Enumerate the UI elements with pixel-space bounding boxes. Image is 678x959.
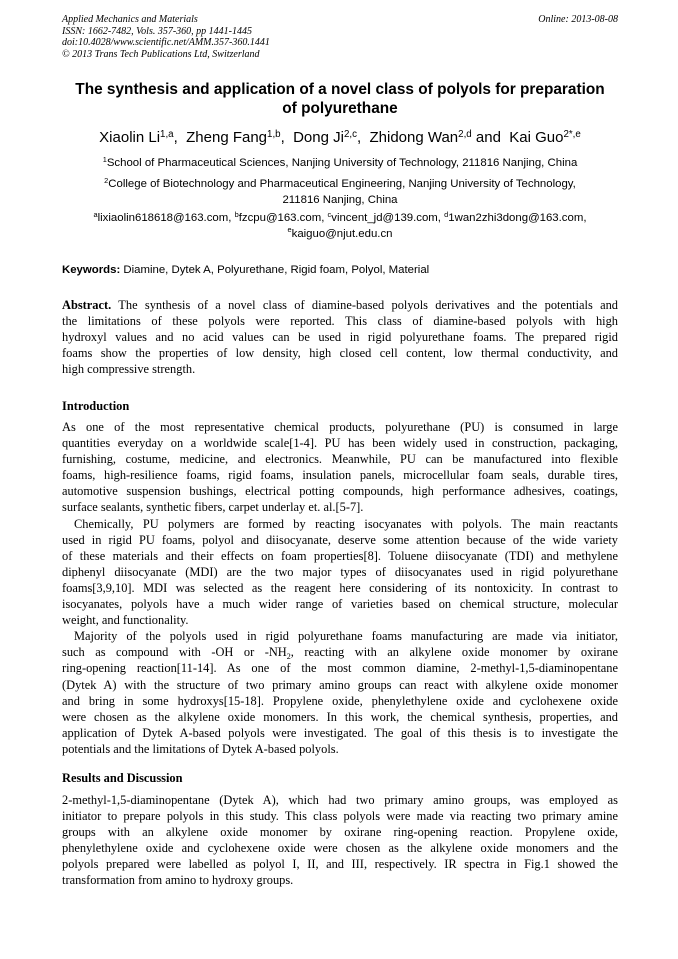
- affiliation-2: [62, 176, 618, 208]
- author-name: Zhidong Wan: [369, 129, 459, 146]
- body-line: Majority of the polyols used in rigid polyurethane foams manufacturing are made via initiator,: [74, 629, 618, 644]
- body-line: quantities everyday on a worldwide scale[1-4]. PU has been widely used in construction, packaging,: [62, 436, 618, 451]
- author-separator: ,: [280, 129, 289, 146]
- body-line: furnishing, costume, medicine, and electronics. Meanwhile, PU can be manufactured into flexible: [62, 452, 618, 467]
- copyright-line: © 2013 Trans Tech Publications Ltd, Switzerland: [62, 48, 260, 60]
- introduction-heading: Introduction: [62, 399, 130, 413]
- title-line-2: of polyurethane: [282, 100, 398, 117]
- affiliation-text: School of Pharmaceutical Sciences, Nanjing University of Technology, 211816 Nanjing, China: [106, 157, 578, 169]
- subscript: 2: [286, 651, 291, 661]
- body-line: Chemically, PU polymers are formed by reacting isocyanates with polyols. The main reactants: [74, 516, 618, 531]
- body-line: and bring in some hydroxys[15-18]. Propylene oxide, phenylethylene oxide and cyclohexene oxide: [62, 693, 618, 708]
- abstract-label: Abstract.: [62, 298, 112, 312]
- introduction-body: [62, 419, 618, 757]
- email-link[interactable]: kaiguo@njut.edu.cn: [291, 227, 393, 240]
- body-line: automotive suspension bushings, electrical potting compounds, high performance adhesives, coatings,: [62, 484, 618, 499]
- body-line: ring-opening reaction[11-14]. As one of the most common diamine, 2-methyl-1,5-diaminopentane: [62, 661, 618, 676]
- body-line: foams[3,9,10]. MDI was selected as the reagent here considering of its nontoxicity. In contrast to: [62, 580, 618, 595]
- body-line: used in rigid PU foams, polyol and diisocyanate, deserve some attention because of the wide variety: [62, 532, 618, 547]
- author-affil-sup: 2,d: [458, 128, 472, 140]
- title-line-1: The synthesis and application of a novel class of polyols for preparation: [75, 81, 605, 98]
- results-heading: Results and Discussion: [62, 771, 183, 785]
- body-line: polyols prepared were labelled as polyol I, II, and III, respectively. IR spectra in Fig.1 showed the: [62, 857, 618, 872]
- email-link[interactable]: lixiaolin618618@163.com: [97, 212, 229, 224]
- body-line: isocyanates, polyols have a much wider range of varieties based on chemical structure, molecular: [62, 597, 618, 612]
- abstract-line: high compressive strength.: [62, 362, 196, 377]
- body-line: 2-methyl-1,5-diaminopentane (Dytek A), which had two primary amino groups, was employed as: [62, 793, 618, 807]
- abstract-paragraph: [62, 297, 618, 377]
- author-name: Xiaolin Li: [99, 129, 161, 146]
- body-line: diphenyl diisocyanate (MDI) are the two major types of diisocyanates used in rigid polyurethane: [62, 564, 618, 579]
- author-affil-sup: 1,a: [160, 128, 174, 140]
- email-list: $^a$lixiaolin618618@163.com, $^b$fzcpu@163.com, $^c$vincent_jd@139.com, $^d$1wan2zhi3dong@163.com, $^e$kaiguo@njut.edu.cn: [93, 209, 587, 240]
- author-name: Zheng Fang: [186, 129, 268, 146]
- body-line: initiator to prepare polyols in this study. This class polyols were made via reacting two primary amine: [62, 809, 618, 824]
- author-list: [62, 128, 618, 148]
- body-line: weight, and functionality.: [62, 613, 189, 628]
- affiliation-sup: 2: [104, 175, 109, 185]
- body-line: of these materials and their effects on foam properties[8]. Toluene diisocyanate (TDI) and methylene: [62, 548, 618, 563]
- body-line: foams, high-resilience foams, rigid foams, insulation panels, microcellular foam seals, durable tires,: [62, 468, 618, 483]
- author-separator: and: [471, 129, 506, 146]
- body-line: , reacting with an alkylene oxide monomer by oxirane: [290, 645, 618, 660]
- email-link[interactable]: fzcpu@163.com: [238, 212, 322, 224]
- abstract-line: hydroxyl values and no acid values can be used in rigid polyurethane foams. The prepared rigid: [62, 330, 618, 345]
- author-affil-sup: 2,c: [343, 128, 357, 140]
- journal-header: [62, 14, 618, 60]
- affiliation-text: College of Biotechnology and Pharmaceutical Engineering, Nanjing University of Technology,: [108, 178, 576, 190]
- affiliation-sup: 1: [102, 154, 107, 164]
- affiliation-1: [62, 155, 618, 171]
- issn-line: ISSN: 1662-7482, Vols. 357-360, pp 1441-1445: [62, 25, 252, 37]
- body-line: As one of the most representative chemical products, polyurethane (PU) is consumed in large: [62, 420, 618, 434]
- email-link[interactable]: vincent_jd@139.com: [331, 212, 438, 224]
- author-separator: ,: [173, 129, 182, 146]
- email-link[interactable]: 1wan2zhi3dong@163.com: [448, 212, 584, 224]
- affiliation-text: 211816 Nanjing, China: [282, 194, 398, 206]
- journal-name: Applied Mechanics and Materials: [62, 14, 198, 25]
- author-affil-sup: 1,b: [267, 128, 281, 140]
- body-line: phenylethylene oxide and cyclohexene oxide were chosen as the alkylene oxide monomers and the: [62, 841, 618, 856]
- keywords-label: Keywords:: [62, 264, 121, 276]
- online-date: Online: 2013-08-08: [538, 14, 618, 25]
- author-name: Dong Ji: [293, 129, 344, 146]
- body-line: transformation from amino to hydroxy groups.: [62, 873, 294, 888]
- keywords: [62, 263, 618, 278]
- body-line: application of Dytek A-based polyols were investigated. The goal of this thesis is to investigate the: [62, 725, 618, 740]
- results-body: [62, 792, 618, 889]
- abstract-line: foams show the properties of low density, high closed cell content, low thermal conductivity, and: [62, 346, 618, 361]
- keywords-text: Diamine, Dytek A, Polyurethane, Rigid foam, Polyol, Material: [123, 264, 430, 276]
- body-line: were chosen as the alkylene oxide monomers. In this work, the chemical synthesis, properties, and: [62, 709, 618, 724]
- doi-line: doi:10.4028/www.scientific.net/AMM.357-360.1441: [62, 37, 270, 48]
- author-affil-sup: 2*,e: [563, 128, 581, 140]
- body-line: (Dytek A) with the structure of two primary amino groups can react with alkylene oxide monomer: [62, 677, 618, 692]
- abstract-line: The synthesis of a novel class of diamine-based polyols derivatives and the potentials and: [111, 298, 618, 312]
- abstract-line: the limitations of these polyols were reported. This class of diamine-based polyols with high: [62, 314, 618, 329]
- body-line: surface sealants, synthetic fibers, carpet underlay et. al.[5-7].: [62, 500, 364, 515]
- author-separator: ,: [356, 129, 366, 146]
- body-line: groups with an alkylene oxide monomer by oxirane ring-opening reaction. Propylene oxide,: [62, 825, 618, 840]
- body-line: potentials and the limitations of Dytek A-based polyols.: [62, 741, 339, 756]
- author-name: Kai Guo: [509, 129, 564, 146]
- paper-title: [62, 80, 618, 118]
- body-line: such as compound with -OH or -NH: [62, 645, 287, 660]
